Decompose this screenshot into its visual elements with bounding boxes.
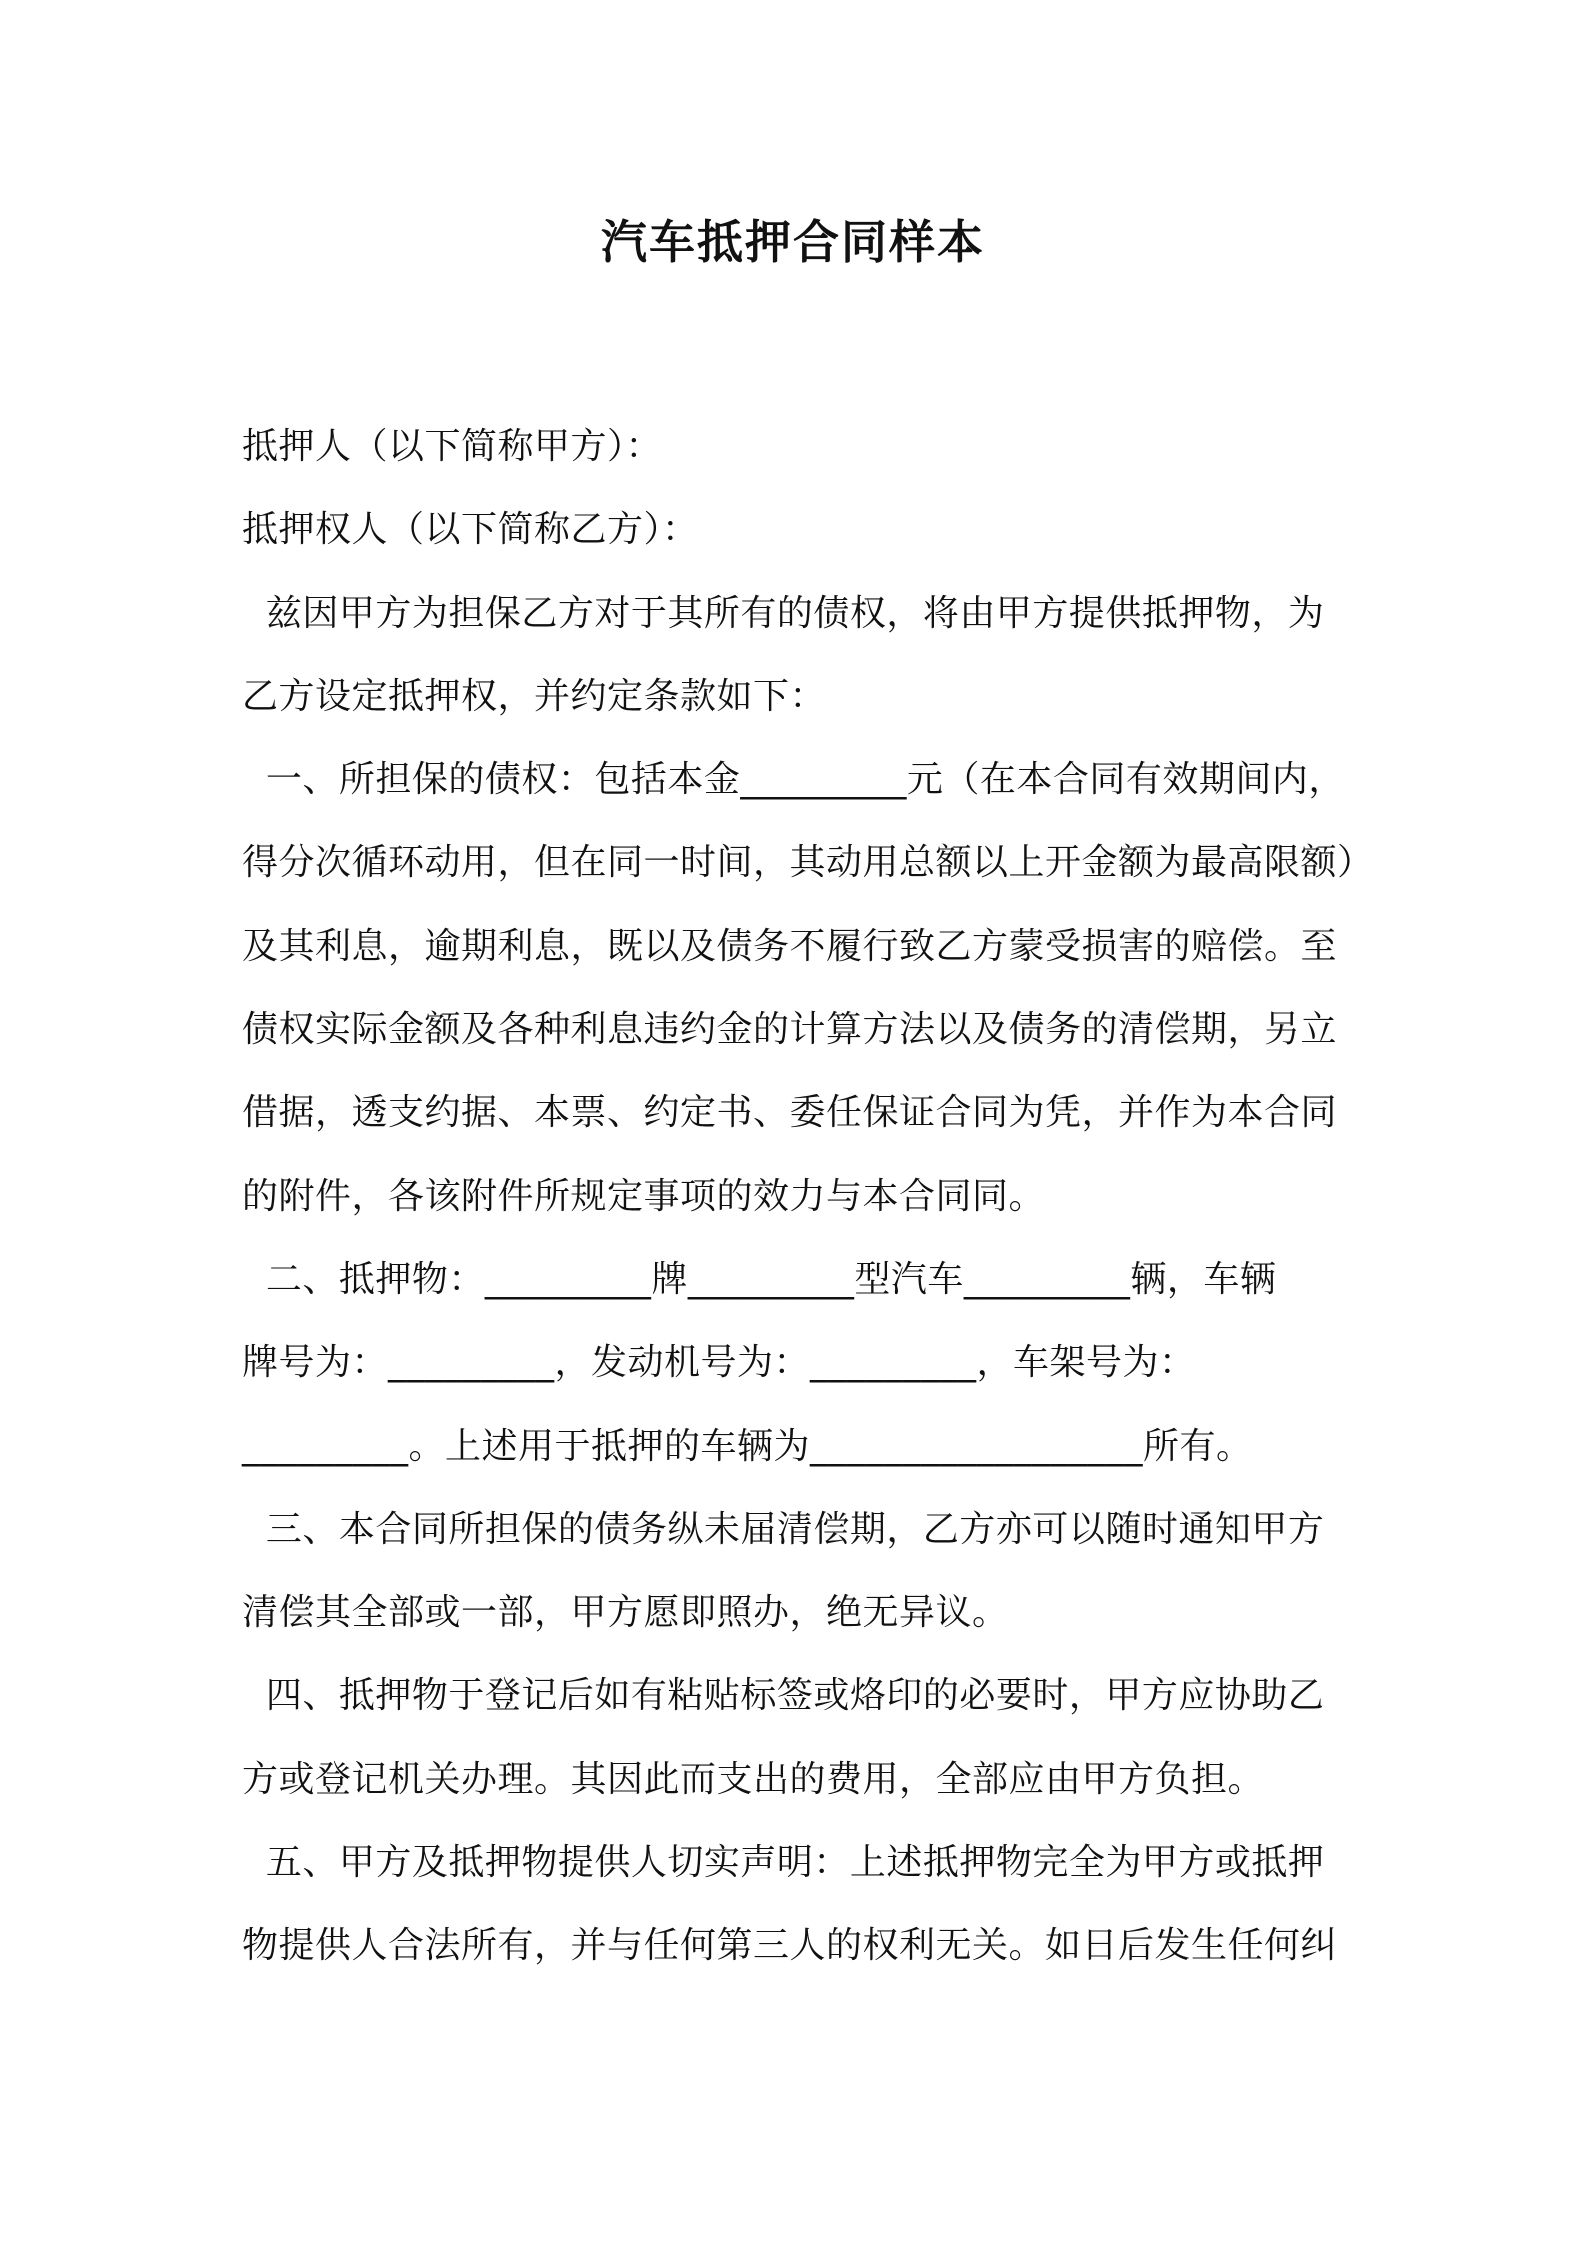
text-line: 物提供人合法所有，并与任何第三人的权利无关。如日后发生任何纠 xyxy=(242,1925,1338,1967)
text-line: 及其利息，逾期利息，既以及债务不履行致乙方蒙受损害的赔偿。至 xyxy=(242,925,1338,967)
text-line: 方或登记机关办理。其因此而支出的费用，全部应由甲方负担。 xyxy=(242,1758,1265,1800)
text-line: 抵押人（以下简称甲方）： xyxy=(242,426,663,467)
text-line: 借据，透支约据、本票、约定书、委任保证合同为凭，并作为本合同 xyxy=(242,1092,1338,1134)
text-line: _________。上述用于抵押的车辆为__________________所有。 xyxy=(242,1425,1253,1467)
text-line: 四、抵押物于登记后如有粘贴标签或烙印的必要时，甲方应协助乙 xyxy=(242,1675,1325,1717)
contract-body xyxy=(242,405,1374,1988)
text-line: 乙方设定抵押权，并约定条款如下： xyxy=(242,675,827,717)
document-title: 汽车抵押合同样本 xyxy=(601,215,985,269)
text-line: 清偿其全部或一部，甲方愿即照办，绝无异议。 xyxy=(242,1592,1009,1634)
text-line: 得分次循环动用，但在同一时间，其动用总额以上开金额为最高限额） xyxy=(242,842,1374,884)
text-line: 债权实际金额及各种利息违约金的计算方法以及债务的清偿期，另立 xyxy=(242,1009,1338,1051)
text-line: 五、甲方及抵押物提供人切实声明：上述抵押物完全为甲方或抵押 xyxy=(242,1842,1325,1884)
text-line: 一、所担保的债权：包括本金_________元（在本合同有效期间内， xyxy=(242,759,1345,801)
text-line: 兹因甲方为担保乙方对于其所有的债权，将由甲方提供抵押物，为 xyxy=(242,592,1325,634)
text-line: 抵押权人（以下简称乙方）： xyxy=(242,509,699,551)
text-line: 三、本合同所担保的债务纵未届清偿期，乙方亦可以随时通知甲方 xyxy=(242,1508,1325,1550)
text-line: 二、抵押物：_________牌_________型汽车_________辆，车辆 xyxy=(242,1258,1277,1300)
text-line: 牌号为：_________，发动机号为：_________，车架号为： xyxy=(242,1342,1196,1384)
text-line: 的附件，各该附件所规定事项的效力与本合同同。 xyxy=(242,1175,1046,1217)
